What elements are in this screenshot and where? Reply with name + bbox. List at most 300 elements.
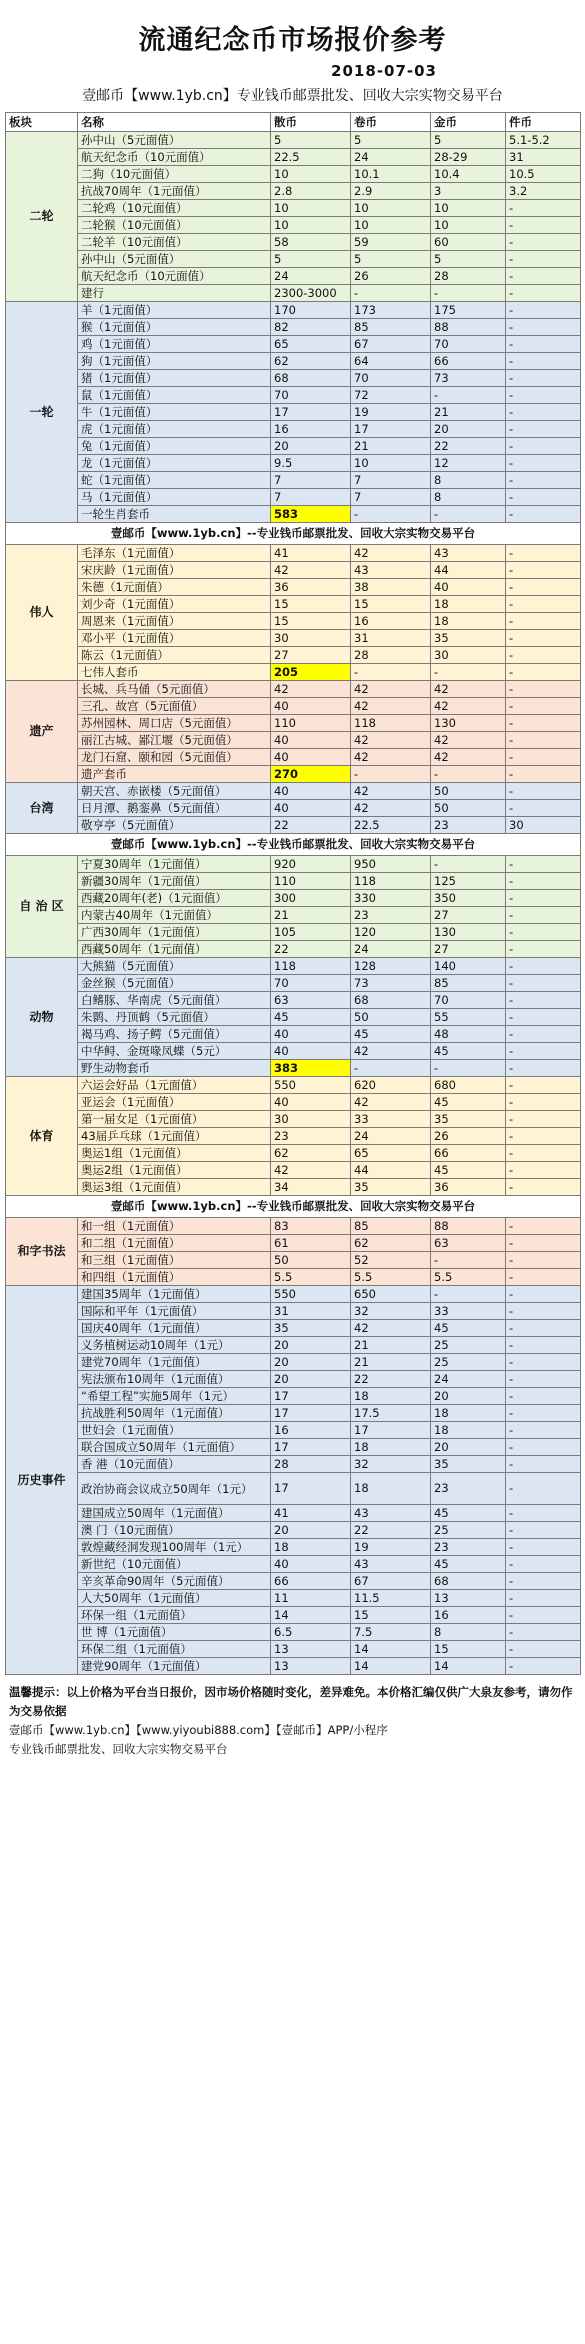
price-case: - (506, 1145, 581, 1162)
price-roll: 24 (351, 941, 431, 958)
table-row (6, 732, 581, 749)
price-case: - (506, 1590, 581, 1607)
price-gold: 22 (431, 438, 506, 455)
price-case: - (506, 1573, 581, 1590)
price-case: - (506, 1303, 581, 1320)
price-gold: 5 (431, 251, 506, 268)
price-roll: 18 (351, 1388, 431, 1405)
table-row (6, 1043, 581, 1060)
price-gold: 21 (431, 404, 506, 421)
price-loose: 20 (271, 1354, 351, 1371)
coin-name: 鸡（1元面值） (78, 336, 271, 353)
coin-name: 虎（1元面值） (78, 421, 271, 438)
price-loose: 82 (271, 319, 351, 336)
price-case: - (506, 1539, 581, 1556)
column-header-case: 件币 (506, 113, 581, 132)
price-gold: - (431, 1286, 506, 1303)
price-gold: 130 (431, 715, 506, 732)
price-loose: 35 (271, 1320, 351, 1337)
coin-name: 辛亥革命90周年（5元面值） (78, 1573, 271, 1590)
price-loose: 42 (271, 1162, 351, 1179)
price-case: - (506, 630, 581, 647)
price-gold: 35 (431, 1111, 506, 1128)
price-case: - (506, 1111, 581, 1128)
price-loose: 10 (271, 166, 351, 183)
price-roll: 118 (351, 715, 431, 732)
price-case: - (506, 1456, 581, 1473)
price-case: - (506, 489, 581, 506)
price-roll: 52 (351, 1252, 431, 1269)
table-row (6, 890, 581, 907)
price-gold: 42 (431, 732, 506, 749)
price-roll: 43 (351, 1505, 431, 1522)
price-case: - (506, 992, 581, 1009)
coin-name: 和三组（1元面值） (78, 1252, 271, 1269)
price-roll: 65 (351, 1145, 431, 1162)
price-roll: 21 (351, 1337, 431, 1354)
coin-name: 西藏20周年(老)（1元面值） (78, 890, 271, 907)
price-case: - (506, 1162, 581, 1179)
price-case: - (506, 1405, 581, 1422)
table-row (6, 1590, 581, 1607)
coin-name: 广西30周年（1元面值） (78, 924, 271, 941)
price-gold: 28 (431, 268, 506, 285)
price-loose: 65 (271, 336, 351, 353)
price-case: - (506, 749, 581, 766)
price-roll: 5 (351, 132, 431, 149)
coin-name: 宋庆龄（1元面值） (78, 562, 271, 579)
price-roll: 17.5 (351, 1405, 431, 1422)
category-label: 体育 (6, 1077, 78, 1196)
price-loose: 170 (271, 302, 351, 319)
coin-name: 宪法颁布10周年（1元面值） (78, 1371, 271, 1388)
price-roll: 24 (351, 149, 431, 166)
price-gold: 42 (431, 749, 506, 766)
price-case: - (506, 1505, 581, 1522)
coin-name: 香 港（10元面值） (78, 1456, 271, 1473)
price-gold: 50 (431, 800, 506, 817)
price-gold: - (431, 664, 506, 681)
price-loose: 58 (271, 234, 351, 251)
price-roll: 42 (351, 800, 431, 817)
price-case: - (506, 370, 581, 387)
coin-name: 孙中山（5元面值） (78, 251, 271, 268)
table-row (6, 1573, 581, 1590)
coin-name: 世 博（1元面值） (78, 1624, 271, 1641)
coin-name: 大熊猫（5元面值） (78, 958, 271, 975)
price-loose: 10 (271, 200, 351, 217)
table-row (6, 1641, 581, 1658)
coin-name: 敬亨亭（5元面值） (78, 817, 271, 834)
price-roll: 330 (351, 890, 431, 907)
coin-name: 奥运3组（1元面值） (78, 1179, 271, 1196)
price-loose: 22 (271, 817, 351, 834)
price-roll: 68 (351, 992, 431, 1009)
price-loose: 40 (271, 698, 351, 715)
coin-name: 航天纪念币（10元面值） (78, 268, 271, 285)
price-case: - (506, 715, 581, 732)
table-row (6, 1060, 581, 1077)
price-roll: 10 (351, 455, 431, 472)
coin-name: 建国成立50周年（1元面值） (78, 1505, 271, 1522)
coin-name: 牛（1元面值） (78, 404, 271, 421)
coin-name: 周恩来（1元面值） (78, 613, 271, 630)
price-loose: 83 (271, 1218, 351, 1235)
price-loose: 18 (271, 1539, 351, 1556)
table-row (6, 404, 581, 421)
price-case: - (506, 421, 581, 438)
price-loose: 17 (271, 1473, 351, 1505)
table-row (6, 1505, 581, 1522)
price-loose: 30 (271, 1111, 351, 1128)
separator-row (6, 834, 581, 856)
table-row (6, 715, 581, 732)
price-loose: 21 (271, 907, 351, 924)
table-row (6, 302, 581, 319)
price-gold: 88 (431, 1218, 506, 1235)
page-subtitle: 壹邮币【www.1yb.cn】专业钱币邮票批发、回收大宗实物交易平台 (82, 88, 503, 104)
coin-name: 金丝猴（5元面值） (78, 975, 271, 992)
coin-name: 中华鲟、金斑喙凤蝶（5元） (78, 1043, 271, 1060)
coin-name: 43届乒乓球（1元面值） (78, 1128, 271, 1145)
price-loose: 17 (271, 404, 351, 421)
price-case: - (506, 766, 581, 783)
table-row (6, 1320, 581, 1337)
coin-name: 孙中山（5元面值） (78, 132, 271, 149)
price-roll: 32 (351, 1303, 431, 1320)
price-gold: 20 (431, 421, 506, 438)
table-row (6, 1624, 581, 1641)
table-row (6, 370, 581, 387)
price-loose: 40 (271, 800, 351, 817)
price-roll: 38 (351, 579, 431, 596)
price-loose: 583 (271, 506, 351, 523)
table-row (6, 975, 581, 992)
table-row (6, 1303, 581, 1320)
price-gold: 140 (431, 958, 506, 975)
coin-name: 建党70周年（1元面值） (78, 1354, 271, 1371)
table-row (6, 992, 581, 1009)
table-row (6, 1522, 581, 1539)
price-case: - (506, 941, 581, 958)
coin-name: 敦煌藏经洞发现100周年（1元） (78, 1539, 271, 1556)
coin-name: 二狗（10元面值） (78, 166, 271, 183)
price-case: - (506, 1522, 581, 1539)
coin-name: 邓小平（1元面值） (78, 630, 271, 647)
coin-name: 二轮猴（10元面值） (78, 217, 271, 234)
table-row (6, 873, 581, 890)
price-roll: 19 (351, 1539, 431, 1556)
price-case: - (506, 353, 581, 370)
coin-name: 日月潭、鹅銮鼻（5元面值） (78, 800, 271, 817)
price-roll: 173 (351, 302, 431, 319)
price-case: - (506, 681, 581, 698)
table-row (6, 1405, 581, 1422)
price-loose: 31 (271, 1303, 351, 1320)
coin-name: 陈云（1元面值） (78, 647, 271, 664)
price-gold: 23 (431, 1473, 506, 1505)
price-case: - (506, 545, 581, 562)
coin-name: 蛇（1元面值） (78, 472, 271, 489)
price-loose: 16 (271, 1422, 351, 1439)
table-row (6, 907, 581, 924)
price-loose: 63 (271, 992, 351, 1009)
price-loose: 42 (271, 681, 351, 698)
table-row (6, 166, 581, 183)
price-gold: 45 (431, 1556, 506, 1573)
price-loose: 20 (271, 1371, 351, 1388)
price-gold: - (431, 1060, 506, 1077)
coin-name: 政治协商会议成立50周年（1元） (78, 1473, 271, 1505)
price-roll: 22.5 (351, 817, 431, 834)
price-gold: 3 (431, 183, 506, 200)
price-roll: 22 (351, 1522, 431, 1539)
price-gold: 25 (431, 1522, 506, 1539)
table-row (6, 647, 581, 664)
price-gold: 45 (431, 1320, 506, 1337)
price-case: - (506, 506, 581, 523)
coin-name: 朱德（1元面值） (78, 579, 271, 596)
price-loose: 17 (271, 1405, 351, 1422)
price-roll: 64 (351, 353, 431, 370)
price-gold: - (431, 856, 506, 873)
table-row (6, 1456, 581, 1473)
coin-name: 野生动物套币 (78, 1060, 271, 1077)
table-row (6, 149, 581, 166)
price-roll: 5 (351, 251, 431, 268)
price-case: 10.5 (506, 166, 581, 183)
price-roll: 10 (351, 200, 431, 217)
coin-name: 狗（1元面值） (78, 353, 271, 370)
price-loose: 14 (271, 1607, 351, 1624)
table-row (6, 1026, 581, 1043)
category-label: 台湾 (6, 783, 78, 834)
price-roll: 18 (351, 1439, 431, 1456)
price-roll: 45 (351, 1026, 431, 1043)
price-loose: 10 (271, 217, 351, 234)
price-roll: 650 (351, 1286, 431, 1303)
price-roll: - (351, 506, 431, 523)
footer (5, 1675, 580, 1759)
price-roll: 5.5 (351, 1269, 431, 1286)
price-loose: 24 (271, 268, 351, 285)
table-row (6, 941, 581, 958)
price-loose: 20 (271, 1337, 351, 1354)
separator-text: 壹邮币【www.1yb.cn】--专业钱币邮票批发、回收大宗实物交易平台 (6, 523, 581, 545)
table-row (6, 924, 581, 941)
price-case: - (506, 1354, 581, 1371)
price-gold: 66 (431, 1145, 506, 1162)
coin-name: 朝天宫、赤嵌楼（5元面值） (78, 783, 271, 800)
price-loose: 300 (271, 890, 351, 907)
price-gold: 63 (431, 1235, 506, 1252)
column-header-loose: 散币 (271, 113, 351, 132)
price-gold: 27 (431, 907, 506, 924)
price-case: - (506, 975, 581, 992)
price-loose: 550 (271, 1286, 351, 1303)
price-loose: 40 (271, 1043, 351, 1060)
table-row (6, 1009, 581, 1026)
table-row (6, 613, 581, 630)
price-case: - (506, 200, 581, 217)
price-roll: 28 (351, 647, 431, 664)
price-loose: 15 (271, 613, 351, 630)
coin-name: 亚运会（1元面值） (78, 1094, 271, 1111)
table-row (6, 319, 581, 336)
category-label: 伟人 (6, 545, 78, 681)
price-loose: 20 (271, 438, 351, 455)
table-row (6, 1658, 581, 1675)
price-roll: 19 (351, 404, 431, 421)
table-row (6, 285, 581, 302)
price-loose: 20 (271, 1522, 351, 1539)
coin-name: 奥运2组（1元面值） (78, 1162, 271, 1179)
price-gold: 88 (431, 319, 506, 336)
price-loose: 70 (271, 975, 351, 992)
price-gold: 48 (431, 1026, 506, 1043)
table-row (6, 1286, 581, 1303)
price-roll: 10 (351, 217, 431, 234)
category-label: 二轮 (6, 132, 78, 302)
price-gold: 66 (431, 353, 506, 370)
category-label: 动物 (6, 958, 78, 1077)
price-loose: 5.5 (271, 1269, 351, 1286)
coin-name: 朱鹮、丹顶鹤（5元面值） (78, 1009, 271, 1026)
price-loose: 22.5 (271, 149, 351, 166)
price-roll: 62 (351, 1235, 431, 1252)
price-roll: - (351, 664, 431, 681)
price-gold: 43 (431, 545, 506, 562)
table-row (6, 234, 581, 251)
price-gold: 16 (431, 1607, 506, 1624)
coin-name: 义务植树运动10周年（1元） (78, 1337, 271, 1354)
price-case: - (506, 1094, 581, 1111)
coin-name: 新世纪（10元面值） (78, 1556, 271, 1573)
table-row (6, 387, 581, 404)
table-row (6, 472, 581, 489)
price-gold: 175 (431, 302, 506, 319)
price-case: - (506, 613, 581, 630)
price-case: - (506, 698, 581, 715)
price-gold: 30 (431, 647, 506, 664)
table-row (6, 817, 581, 834)
price-roll: 17 (351, 421, 431, 438)
price-gold: 18 (431, 1405, 506, 1422)
price-loose: 40 (271, 1556, 351, 1573)
price-gold: 23 (431, 1539, 506, 1556)
footer-warning: 温馨提示：以上价格为平台当日报价，因市场价格随时变化，差异难免。本价格汇编仅供广大泉友参考，请勿作为交易依据 (9, 1685, 573, 1718)
price-loose: 6.5 (271, 1624, 351, 1641)
price-loose: 68 (271, 370, 351, 387)
table-row (6, 783, 581, 800)
table-row (6, 698, 581, 715)
price-roll: 11.5 (351, 1590, 431, 1607)
price-table-body (6, 113, 581, 1675)
coin-name: 抗战70周年（1元面值） (78, 183, 271, 200)
price-gold: 25 (431, 1337, 506, 1354)
price-loose: 40 (271, 732, 351, 749)
price-loose: 50 (271, 1252, 351, 1269)
price-case: - (506, 285, 581, 302)
price-roll: 50 (351, 1009, 431, 1026)
price-case: - (506, 856, 581, 873)
price-roll: 73 (351, 975, 431, 992)
price-case: - (506, 1286, 581, 1303)
table-row (6, 1094, 581, 1111)
price-roll: 7.5 (351, 1624, 431, 1641)
coin-name: 澳 门（10元面值） (78, 1522, 271, 1539)
column-header-roll: 卷币 (351, 113, 431, 132)
price-gold: 85 (431, 975, 506, 992)
price-loose: 28 (271, 1456, 351, 1473)
coin-name: “希望工程”实施5周年（1元） (78, 1388, 271, 1405)
table-row (6, 336, 581, 353)
price-roll: 32 (351, 1456, 431, 1473)
price-case: - (506, 1269, 581, 1286)
price-loose: 66 (271, 1573, 351, 1590)
price-gold: 70 (431, 336, 506, 353)
price-roll: 42 (351, 681, 431, 698)
price-case: - (506, 800, 581, 817)
price-gold: 50 (431, 783, 506, 800)
coin-name: 七伟人套币 (78, 664, 271, 681)
price-loose: 62 (271, 1145, 351, 1162)
price-case: - (506, 1658, 581, 1675)
footer-tagline: 专业钱币邮票批发、回收大宗实物交易平台 (9, 1742, 228, 1756)
price-loose: 30 (271, 630, 351, 647)
price-case: - (506, 783, 581, 800)
price-loose: 13 (271, 1641, 351, 1658)
table-row (6, 681, 581, 698)
price-case: - (506, 1624, 581, 1641)
price-case: - (506, 1128, 581, 1145)
table-row (6, 579, 581, 596)
price-gold: 26 (431, 1128, 506, 1145)
table-row (6, 1269, 581, 1286)
price-case: - (506, 579, 581, 596)
price-loose: 34 (271, 1179, 351, 1196)
price-gold: 27 (431, 941, 506, 958)
table-header-row (6, 113, 581, 132)
price-roll: 16 (351, 613, 431, 630)
price-loose: 383 (271, 1060, 351, 1077)
price-roll: - (351, 1060, 431, 1077)
coin-name: 一轮生肖套币 (78, 506, 271, 523)
price-case: - (506, 1009, 581, 1026)
price-loose: 110 (271, 873, 351, 890)
price-roll: 26 (351, 268, 431, 285)
price-loose: 40 (271, 783, 351, 800)
price-case: 5.1-5.2 (506, 132, 581, 149)
table-row (6, 455, 581, 472)
coin-name: 人大50周年（1元面值） (78, 1590, 271, 1607)
price-loose: 205 (271, 664, 351, 681)
price-roll: 21 (351, 438, 431, 455)
table-row (6, 1111, 581, 1128)
price-case: - (506, 596, 581, 613)
coin-name: 刘少奇（1元面值） (78, 596, 271, 613)
price-case: - (506, 455, 581, 472)
price-gold: 10 (431, 217, 506, 234)
price-loose: 40 (271, 1094, 351, 1111)
coin-name: 苏州园林、周口店（5元面值） (78, 715, 271, 732)
price-loose: 2.8 (271, 183, 351, 200)
price-gold: 35 (431, 630, 506, 647)
price-case: - (506, 1473, 581, 1505)
price-gold: 42 (431, 698, 506, 715)
separator-row (6, 1196, 581, 1218)
page-title: 流通纪念币市场报价参考 (138, 25, 447, 56)
